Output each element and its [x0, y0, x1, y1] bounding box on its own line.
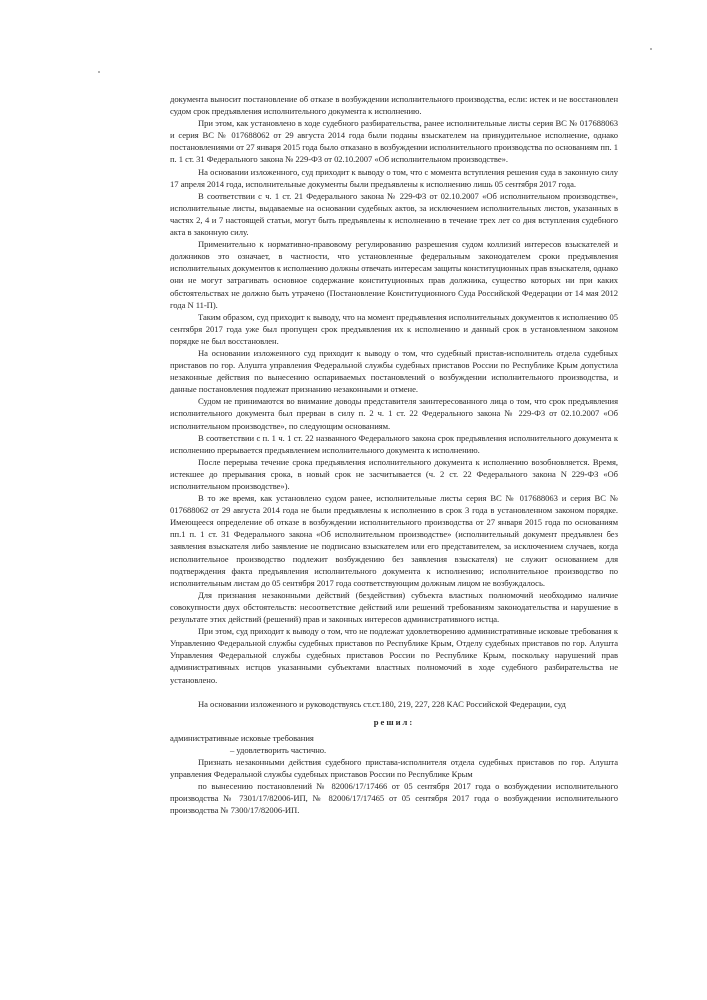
- paragraph-9: В соответствии с п. 1 ч. 1 ст. 22 названного Федерального закона срок предъявления исполнительного документа к исполнению прерывается предъявлением исполнительного документа к исполнению.: [170, 432, 618, 455]
- resolution-line-4: по вынесению постановлений № 82006/17/17466 от 05 сентября 2017 года о возбуждении исполнительного производства № 7301/17/82006-ИП, № 82006/17/17465 от 05 сентября 2017 года о возбуждении исполнительного производства № 7300/17/82006-ИП.: [170, 781, 618, 816]
- paragraph-2: При этом, как установлено в ходе судебного разбирательства, ранее исполнительные листы серия ВС № 017688063 и серия ВС № 017688062 от 29 августа 2014 года были поданы взыскателем на принудительное исполнение, однако постановлениями от 27 января 2015 года было отказано в возбуждении исполнительного производства по основаниям пп. 1 п. 1 ст. 31 Федерального закона № 229-ФЗ от 02.10.2007 «Об исполнительном производстве».: [170, 118, 618, 165]
- paragraph-8: Судом не принимаются во внимание доводы представителя заинтересованного лица о том, что срок предъявления исполнительного документа был прерван в силу п. 2 ч. 1 ст. 22 Федерального закона № 229-ФЗ от 02.10.2007 «Об исполнительном производстве», по следующим основаниям.: [170, 396, 618, 431]
- paragraph-3: На основании изложенного, суд приходит к выводу о том, что с момента вступления решения суда в законную силу 17 апреля 2014 года, исполнительные документы были предъявлены к исполнению лишь 05 сентября 2017 года.: [170, 166, 618, 189]
- paragraph-11: В то же время, как установлено судом ранее, исполнительные листы серия ВС № 017688063 и серия ВС № 017688062 от 29 августа 2014 года не были предъявлены к исполнению в срок 3 года в установленном законом порядке. Имеющееся определение об отказе в возбуждении исполнительного производства от 27 января 2015 года по основаниям пп.1 п. 1 ст. 31 Федерального закона «Об исполнительном производстве» (исполнительный документ предъявлен без заявления взыскателя либо заявление не подписано взыскателем или его представителем, за исключением случаев, когда исполнительное производство подлежит возбуждению без заявления взыскателя) не служит основанием для подтверждения факта предъявления исполнительного документа к исполнению; исполнительное производство по исполнительным листам до 05 сентября 2017 года соответствующим должным лицом не возбуждалось.: [170, 493, 618, 588]
- resolution-line-3: Признать незаконными действия судебного пристава-исполнителя отдела судебных приставов по гор. Алушта управления Федеральной службы судебных приставов России по Республике Крым: [170, 756, 618, 780]
- decided-heading: решил:: [373, 716, 415, 727]
- resolution-claims: административные исковые требования: [170, 732, 314, 743]
- paragraph-13: При этом, суд приходит к выводу о том, что не подлежат удовлетворению административные исковые требования к Управлению Федеральной службы судебных приставов по Республике Крым, Отделу судебных приставов по гор. Алушта Управления Федеральной службы судебных приставов России по Республике Крым, поскольку нарушений прав административных истцов указанными субъектами властных полномочий в ходе судебного разбирательства не установлено.: [170, 626, 618, 685]
- resolution-line-1: [170, 732, 618, 744]
- paragraph-10: После перерыва течение срока предъявления исполнительного документа к исполнению возобновляется. Время, истекшее до прерывания срока, в новый срок не засчитывается (ч. 2 ст. 22 Федерального закона N 229-ФЗ «Об исполнительном производстве»).: [170, 456, 618, 491]
- paragraph-7: На основании изложенного суд приходит к выводу о том, что судебный пристав-исполнитель отдела судебных приставов по гор. Алушта управления Федеральной службы судебных приставов России по Республике Крым допустила незаконные действия по вынесению оспариваемых постановлений о возбуждении исполнительного производства, и данные постановления подлежат признанию незаконными и отмене.: [170, 347, 618, 395]
- document-body: [170, 93, 618, 816]
- resolution-line-2: – удовлетворить частично.: [230, 744, 327, 755]
- paragraph-6: Таким образом, суд приходит к выводу, что на момент предъявления исполнительных документов к исполнению 05 сентября 2017 года уже был пропущен срок предъявления их к исполнению и данный срок в установленном законом порядке не был восстановлен.: [170, 311, 618, 346]
- paragraph-4: В соответствии с ч. 1 ст. 21 Федерального закона № 229-ФЗ от 02.10.2007 «Об исполнительном производстве», исполнительные листы, выдаваемые на основании судебных актов, за исключением исполнительных листов, указанных в частях 2, 4 и 7 настоящей статьи, могут быть предъявлены к исполнению в течение трех лет со дня вступления судебного акта в законную силу.: [170, 190, 618, 238]
- paragraph-1: документа выносит постановление об отказе в возбуждении исполнительного производства, если: истек и не восстановлен судом срок предъявления исполнительного документа к исполнению.: [170, 94, 618, 117]
- paragraph-5: Применительно к нормативно-правовому регулированию разрешения судом коллизий интересов взыскателей и должников это означает, в частности, что установленные федеральным законодателем сроки предъявления исполнительных документов к исполнению должны отвечать интересам защиты конституционных прав взыскателя, однако они не могут затрагивать основное содержание конституционных прав должника, существо которых ни при каких обстоятельствах не должно быть утрачено (Постановление Конституционного Суда Российской Федерации от 14 мая 2012 года N 11-П).: [170, 239, 618, 310]
- paragraph-12: Для признания незаконными действий (бездействия) субъекта властных полномочий необходимо наличие совокупности двух обстоятельств: несоответствие действий или решений требованиям законодательства и нарушение в результате этих действий (решений) прав и законных интересов административного истца.: [170, 589, 618, 625]
- basis-paragraph: На основании изложенного и руководствуясь ст.ст.180, 219, 227, 228 КАС Российской Федерации, суд: [198, 698, 566, 709]
- scan-speck: [650, 48, 652, 50]
- scan-speck: [98, 71, 100, 73]
- redacted-name: [316, 734, 386, 741]
